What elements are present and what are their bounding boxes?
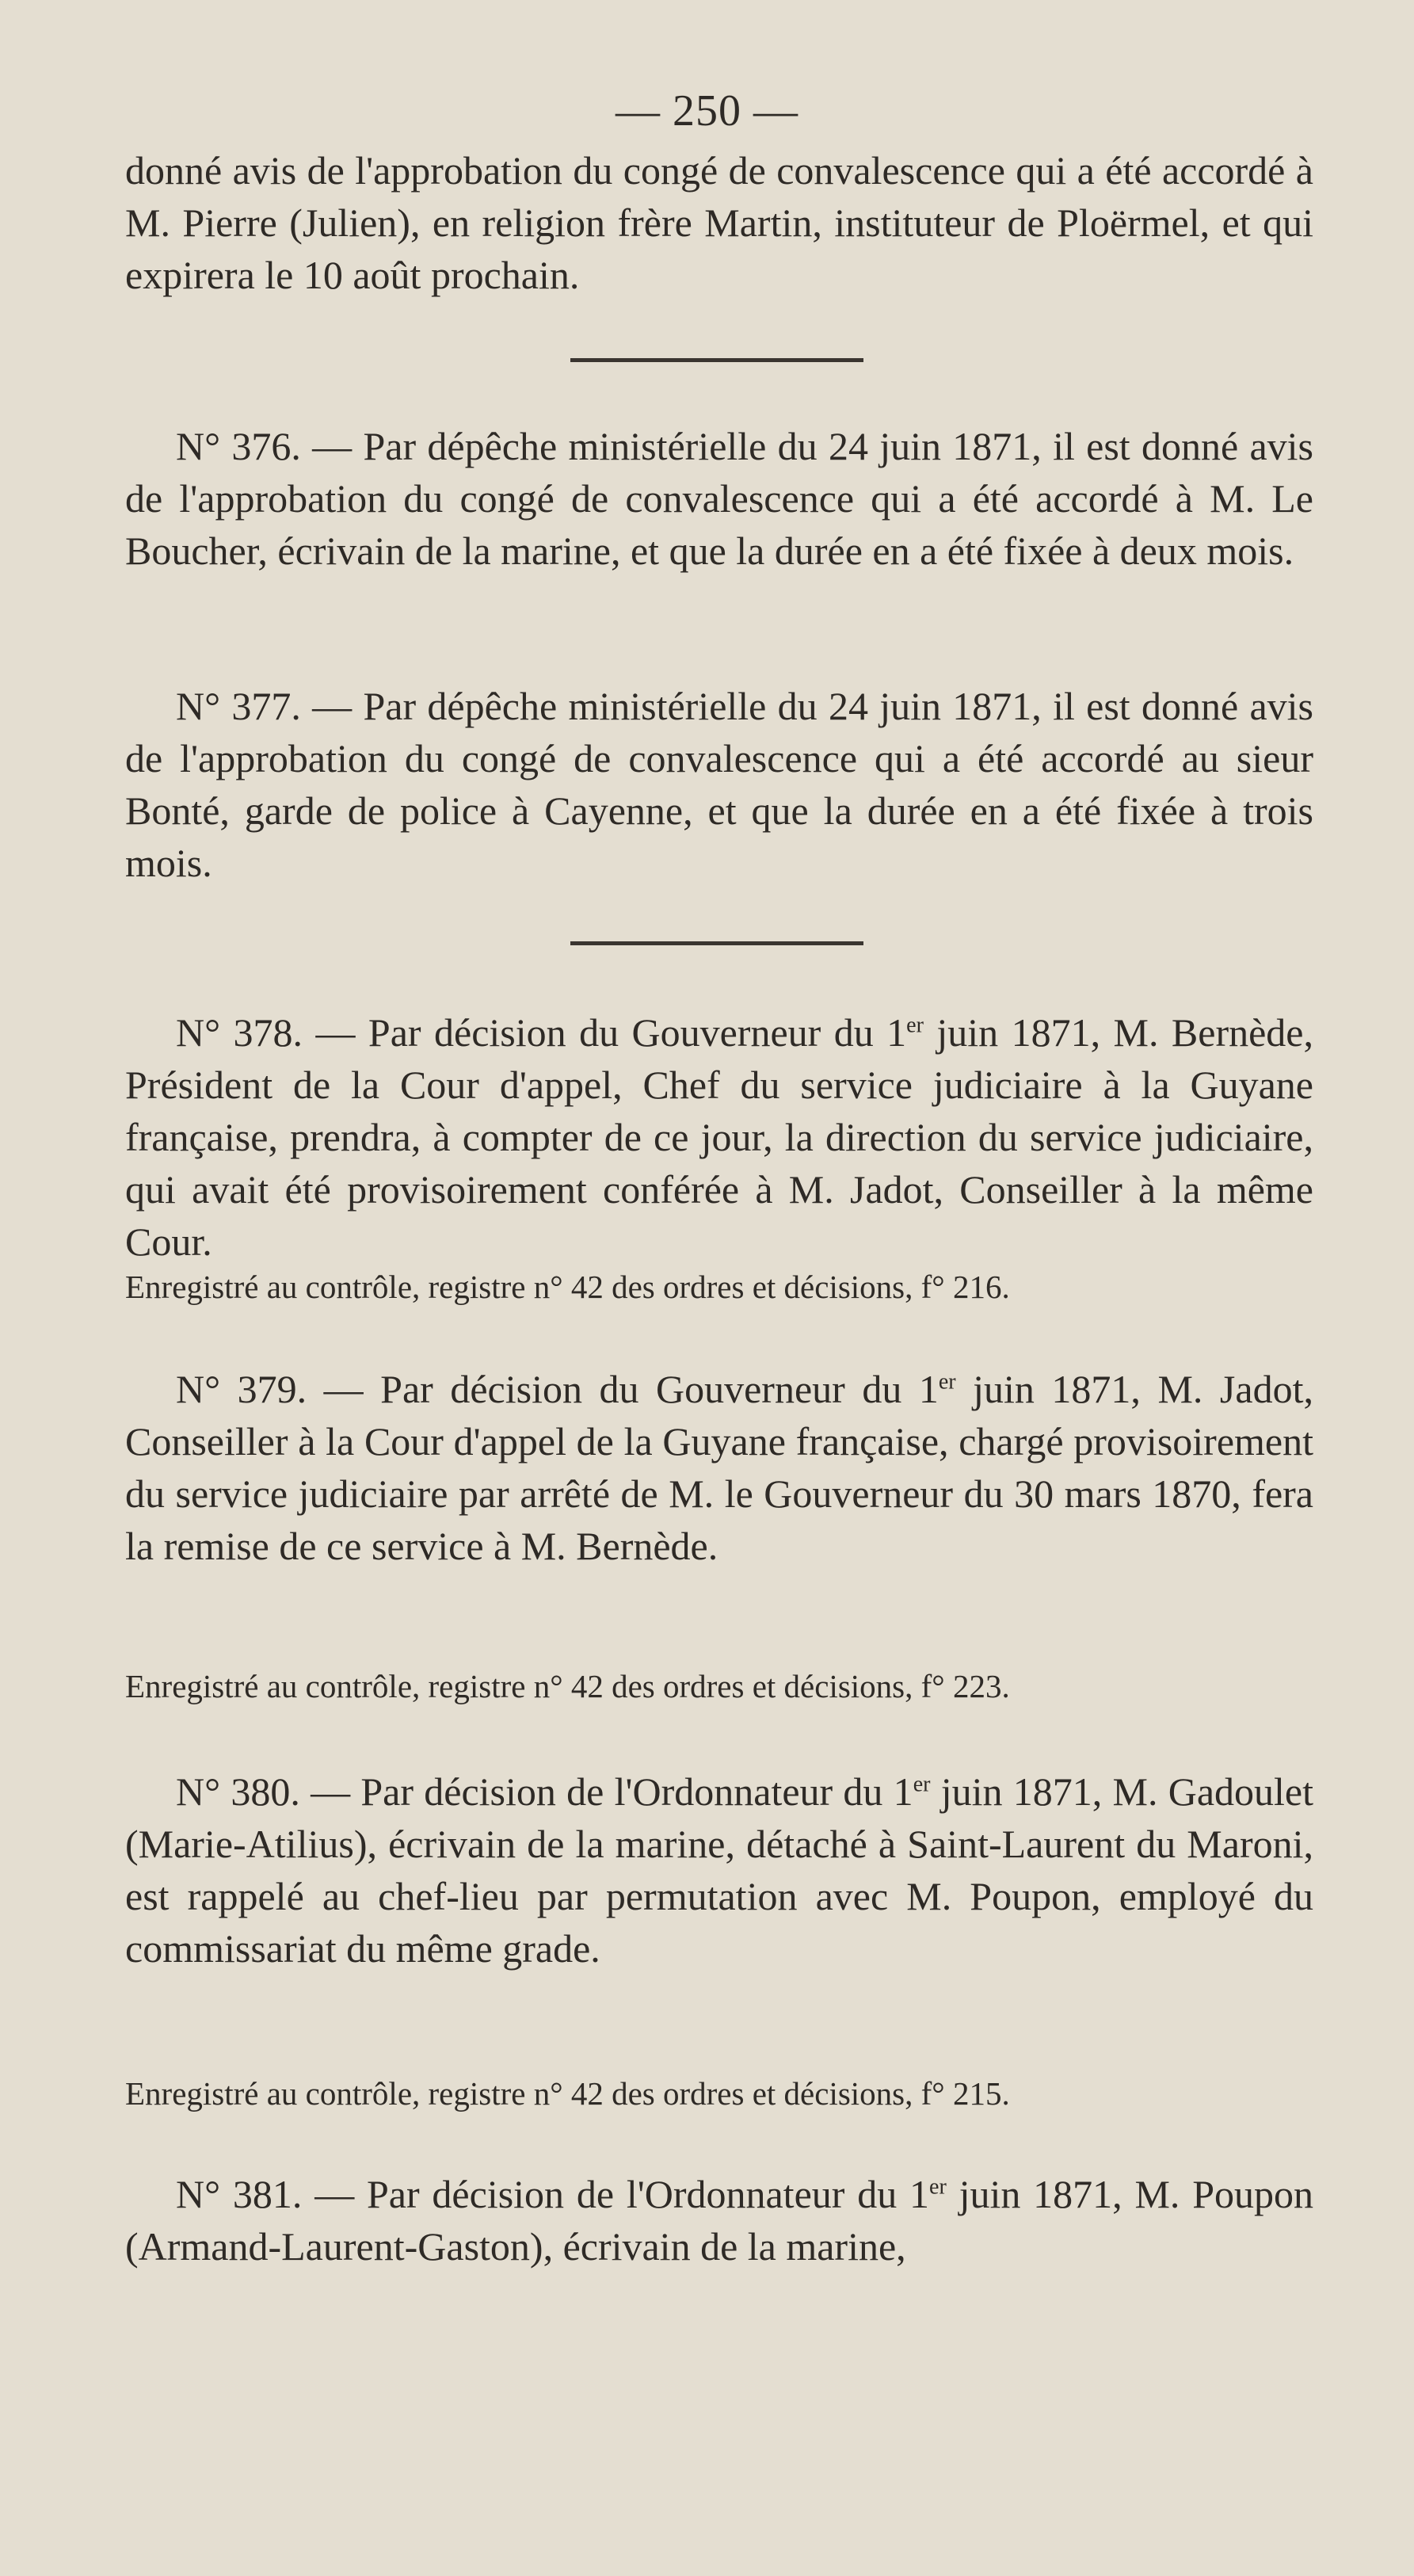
- entry-379: [125, 1363, 1313, 1572]
- section-divider: [570, 358, 863, 362]
- entry-381: [125, 2168, 1313, 2273]
- entry-paragraph: [125, 1006, 1313, 1268]
- registration-note: Enregistré au contrôle, registre n° 42 des ordres et décisions, f° 216.: [125, 1269, 1010, 1305]
- entry-number: N° 377.: [176, 684, 301, 728]
- entry-number: N° 380.: [176, 1769, 300, 1814]
- entry-paragraph: [125, 1363, 1313, 1572]
- entry-number: N° 379.: [176, 1367, 307, 1411]
- entry-text: — Par décision de l'Ordonnateur du 1: [299, 1769, 913, 1814]
- entry-text: — Par dépêche ministérielle du 24 juin 1871, il est donné avis de l'approbation du congé de convalescence qui a été accordé à M. Le Boucher, écrivain de la marine, et que la durée en a été fixée à deux mois.: [125, 424, 1313, 573]
- ordinal-suffix: er: [913, 1772, 931, 1797]
- registration-378: [125, 1266, 1313, 1307]
- entry-text: — Par dépêche ministérielle du 24 juin 1871, il est donné avis de l'approbation du congé de convalescence qui a été accordé au sieur Bonté, garde de police à Cayenne, et que la durée en a été fixée à trois mois.: [125, 684, 1313, 885]
- entry-380: [125, 1765, 1313, 1975]
- ordinal-suffix: er: [929, 2174, 947, 2200]
- entry-text: — Par décision de l'Ordonnateur du 1: [302, 2172, 930, 2216]
- entry-paragraph: [125, 680, 1313, 889]
- registration-note: Enregistré au contrôle, registre n° 42 des ordres et décisions, f° 223.: [125, 1668, 1010, 1704]
- registration-note: Enregistré au contrôle, registre n° 42 des ordres et décisions, f° 215.: [125, 2075, 1010, 2112]
- ordinal-suffix: er: [938, 1369, 956, 1395]
- entry-paragraph: [125, 420, 1313, 577]
- entry-paragraph: [125, 2168, 1313, 2273]
- entry-378: [125, 1006, 1313, 1268]
- entry-number: N° 381.: [176, 2172, 303, 2216]
- entry-number: N° 376.: [176, 424, 301, 468]
- entry-text: juin 1871, M. Gadoulet (Marie-Atilius), écrivain de la marine, détaché à Saint-Laurent du Maroni, est rappelé au chef-lieu par permutation avec M. Poupon, employé du commissariat du même grade.: [125, 1769, 1313, 1971]
- entry-377: [125, 680, 1313, 889]
- entry-text: juin 1871, M. Jadot, Conseiller à la Cour d'appel de la Guyane française, chargé provisoirement du service judiciaire par arrêté de M. le Gouverneur du 30 mars 1870, fera la remise de ce service à M. Bernède.: [125, 1367, 1313, 1568]
- entry-text: — Par décision du Gouverneur du 1: [307, 1367, 939, 1411]
- entry-text: — Par décision du Gouverneur du 1: [303, 1010, 907, 1055]
- section-divider: [570, 941, 863, 945]
- page-number: — 250 —: [616, 86, 798, 135]
- entry-text: juin 1871, M. Poupon (Armand-Laurent-Gaston), écrivain de la marine,: [125, 2172, 1313, 2269]
- entry-paragraph: [125, 1765, 1313, 1975]
- entry-text: juin 1871, M. Bernède, Président de la Cour d'appel, Chef du service judiciaire à la Guyane française, prendra, à compter de ce jour, la direction du service judiciaire, qui avait été provisoirement conférée à M. Jadot, Conseiller à la même Cour.: [125, 1010, 1313, 1264]
- intro-block: [125, 144, 1313, 301]
- registration-380: [125, 2073, 1313, 2114]
- intro-paragraph: donné avis de l'approbation du congé de convalescence qui a été accordé à M. Pierre (Julien), en religion frère Martin, instituteur de Ploërmel, et qui expirera le 10 août prochain.: [125, 148, 1313, 297]
- entry-376: [125, 420, 1313, 577]
- entry-number: N° 378.: [176, 1010, 303, 1055]
- registration-379: [125, 1666, 1313, 1707]
- ordinal-suffix: er: [906, 1013, 924, 1038]
